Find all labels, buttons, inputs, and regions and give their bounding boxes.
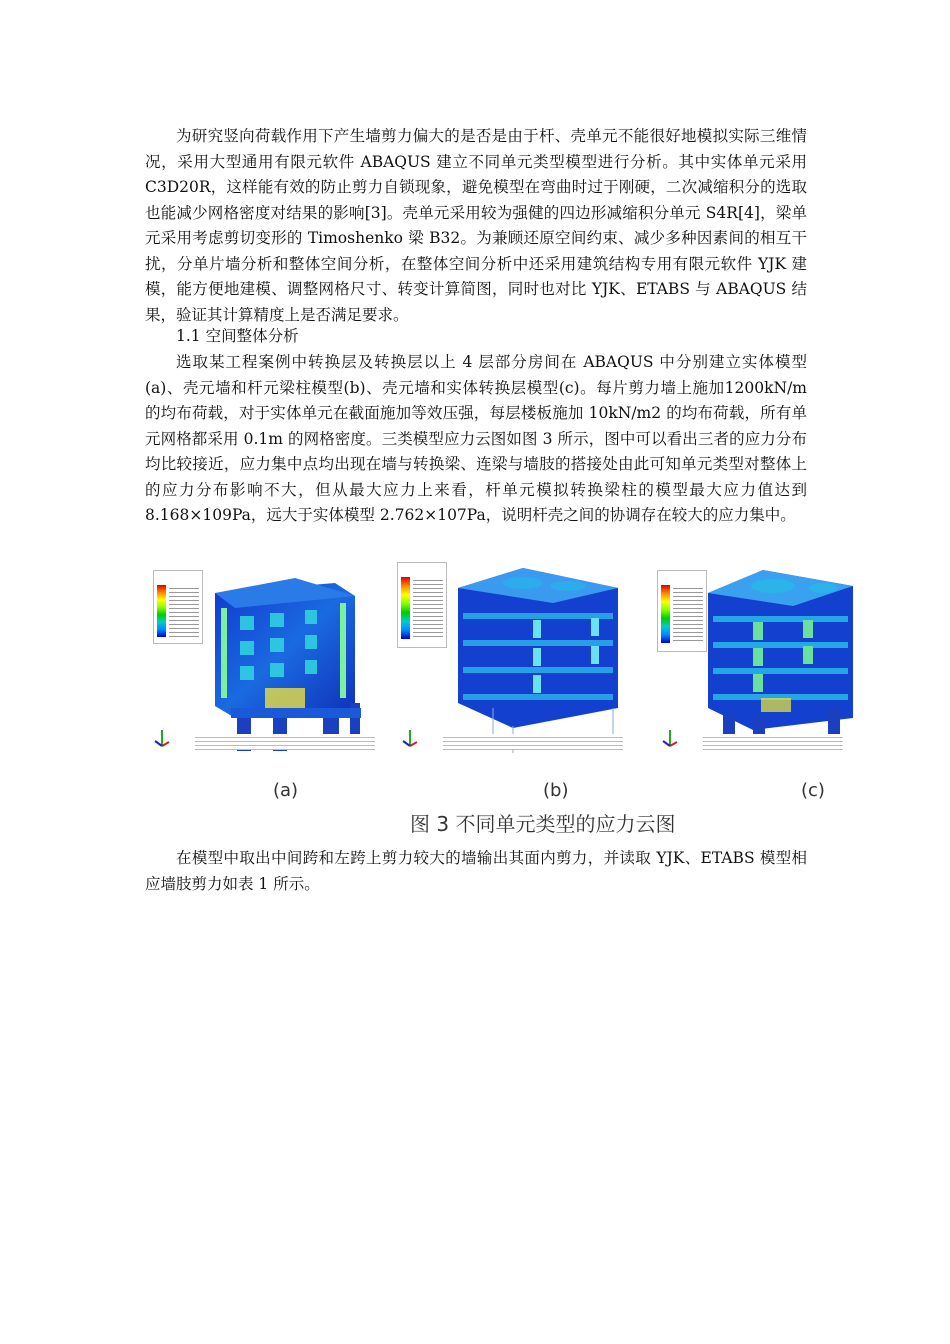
building-model-image <box>393 558 633 758</box>
model-info-text <box>443 734 623 750</box>
figure-3 <box>145 558 825 836</box>
axis-triad-icon <box>153 726 171 748</box>
model-info-text <box>195 734 375 750</box>
paragraph-table-ref: 在模型中取出中间跨和左跨上剪力较大的墙输出其面内剪力，并读取 YJK、ETABS 模型相应墙肢剪力如表 1 所示。 <box>145 849 807 893</box>
stress-contour-c <box>653 558 893 758</box>
sublabel-c: (c) <box>801 780 825 801</box>
building-model-image <box>145 558 370 758</box>
stress-contour-a <box>145 558 370 758</box>
model-info-text <box>703 734 843 750</box>
stress-contour-b <box>393 558 633 758</box>
axis-triad-icon <box>401 726 419 748</box>
figure-caption: 图 3 不同单元类型的应力云图 <box>410 812 676 836</box>
paragraph-analysis: 选取某工程案例中转换层及转换层以上 4 层部分房间在 ABAQUS 中分别建立实体模型(a)、壳元墙和杆元梁柱模型(b)、壳元墙和实体转换层模型(c)。每片剪力墙上施加1200kN/m 的均布荷载，对于实体单元在截面施加等效压强，每层楼板施加 10kN/m2 的均布荷载，所有单元网格都采用 0.1m 的网格密度。三类模型应力云图如图 3 所示，图中可以看出三者的应力分布均比较接近，应力集中点均出现在墙与转换梁、连梁与墙肢的搭接处由此可知单元类型对整体上的应力分布影响不大，但从最大应力上来看，杆单元模拟转换梁柱的模型最大应力值达到 8.168×109Pa，远大于实体模型 2.762×107Pa，说明杆壳之间的协调存在较大的应力集中。 <box>145 353 807 524</box>
paragraph-intro: 为研究竖向荷载作用下产生墙剪力偏大的是否是由于杆、壳单元不能很好地模拟实际三维情况，采用大型通用有限元软件 ABAQUS 建立不同单元类型模型进行分析。其中实体单元采用 C3D20R，这样能有效的防止剪力自锁现象，避免模型在弯曲时过于刚硬，二次减缩积分的选取也能减少网格密度对结果的影响[3]。壳单元采用较为强健的四边形减缩积分单元 S4R[4]，梁单元采用考虑剪切变形的 Timoshenko 梁 B32。为兼顾还原空间约束、减少多种因素间的相互干扰，分单片墙分析和整体空间分析，在整体空间分析中还采用建筑结构专用有限元软件 YJK 建模，能方便地建模、调整网格尺寸、转变计算简图，同时也对比 YJK、ETABS 与 ABAQUS 结果，验证其计算精度上是否满足要求。 <box>145 127 807 324</box>
sublabel-a: (a) <box>273 780 299 801</box>
axis-triad-icon <box>661 726 679 748</box>
sublabel-b: (b) <box>543 780 569 801</box>
section-heading: 1.1 空间整体分析 <box>176 327 299 345</box>
